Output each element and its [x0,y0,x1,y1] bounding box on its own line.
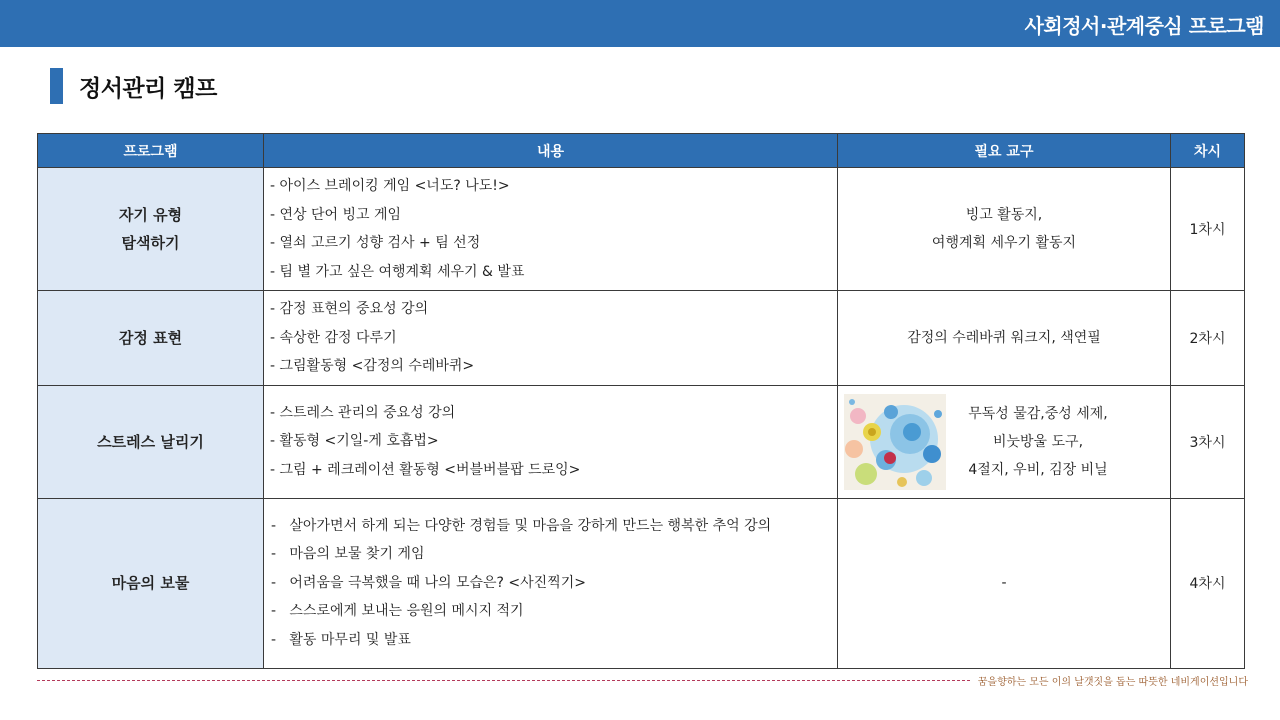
content-item: - 아이스 브레이킹 게임 <너도? 나도!> [270,178,510,194]
content-item: - 스트레스 관리의 중요성 강의 [270,404,456,421]
content-cell [264,291,838,386]
header-content: 내용 [264,134,838,168]
tools-line: 무독성 물감,중성 세제, [968,405,1108,422]
tools-line: 여행계획 세우기 활동지 [931,235,1077,251]
tools-line: 빙고 활동지, [965,207,1043,223]
program-name-cell [38,385,264,498]
header-session: 차시 [1171,134,1245,168]
tools-text [946,400,1130,484]
table-row [38,498,1245,668]
content-item: - 활동 마무리 및 발표 [271,631,411,648]
section-heading [50,68,217,104]
tools-line: - [1001,575,1007,591]
session-cell: 3차시 [1171,385,1245,498]
content-cell [264,498,838,668]
content-item: - 어려움을 극복했을 때 나의 모습은? <사진찍기> [271,574,586,591]
table-row [38,168,1245,291]
content-item: - 속상한 감정 다루기 [270,329,397,346]
table-row [38,385,1245,498]
content-item: - 열쇠 고르기 성향 검사 + 팀 선정 [270,235,481,251]
banner-title: 사회정서·관계중심 프로그램 [1024,14,1264,38]
program-name-line: 자기 유형 [118,206,183,224]
tools-cell [838,168,1171,291]
program-name-line: 탐색하기 [121,234,180,252]
content-item: - 마음의 보물 찾기 게임 [271,546,425,563]
content-item: - 팀 별 가고 싶은 여행계획 세우기 & 발표 [270,263,525,280]
content-item: - 살아가면서 하게 되는 다양한 경험들 및 마음을 강하게 만드는 행복한 추억 강의 [271,517,772,534]
tools-line: 4절지, 우비, 김장 비닐 [968,461,1108,478]
program-name-line: 마음의 보물 [111,574,190,592]
table-row [38,291,1245,386]
content-item: - 감정 표현의 중요성 강의 [270,301,429,317]
content-item: - 스스로에게 보내는 응원의 메시지 적기 [271,603,524,620]
content-item: - 그림 + 레크레이션 활동형 <버블버블팝 드로잉> [270,461,581,478]
content-cell [264,168,838,291]
program-name-cell [38,498,264,668]
content-item: - 연상 단어 빙고 게임 [270,206,402,223]
footer-divider [37,680,970,681]
heading-accent-bar [50,68,63,104]
program-table [37,133,1245,669]
bubble-painting-image [844,394,946,490]
tools-with-image [838,394,1170,490]
tools-line: 비눗방울 도구, [992,433,1084,450]
program-name-line: 스트레스 날리기 [97,432,204,451]
session-cell: 4차시 [1171,498,1245,668]
session-cell: 1차시 [1171,168,1245,291]
tools-line: 감정의 수레바퀴 워크지, 색연필 [907,329,1101,346]
page-title: 정서관리 캠프 [79,75,217,102]
content-cell [264,385,838,498]
program-name-line: 감정 표현 [118,328,183,347]
content-item: - 그림활동형 <감정의 수레바퀴> [270,358,475,374]
program-name-cell [38,291,264,386]
table-header-row [38,134,1245,168]
footer-slogan: 꿈을향하는 모든 이의 날갯짓을 돕는 따뜻한 네비게이션입니다 [977,677,1248,688]
header-tools: 필요 교구 [838,134,1171,168]
program-name-cell [38,168,264,291]
session-cell: 2차시 [1171,291,1245,386]
header-program: 프로그램 [38,134,264,168]
tools-cell [838,291,1171,386]
tools-cell [838,498,1171,668]
tools-cell [838,385,1171,498]
content-item: - 활동형 <기일-게 호흡법> [270,433,439,450]
top-banner [0,0,1280,47]
